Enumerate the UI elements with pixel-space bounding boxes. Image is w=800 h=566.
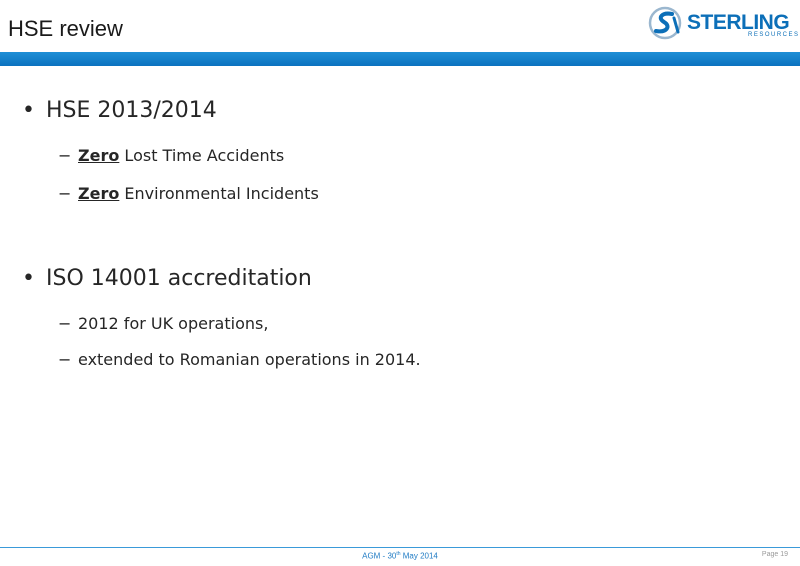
emphasis-text: Zero — [78, 184, 120, 203]
page-number: Page 19 — [761, 551, 788, 558]
sub-item-rest: Environmental Incidents — [119, 184, 319, 203]
bullet-text: HSE 2013/2014 — [46, 98, 217, 123]
title-bar — [0, 0, 800, 52]
bullet-icon: • — [22, 266, 35, 291]
header-band — [0, 52, 800, 66]
sub-item-text — [78, 146, 284, 165]
slide-title: HSE review — [8, 16, 123, 41]
dash-icon: − — [58, 350, 72, 369]
dash-icon: − — [58, 146, 72, 165]
footer-date-suffix: May 2014 — [400, 551, 438, 561]
footer-date-sup: th — [396, 551, 401, 557]
footer-meeting-date — [0, 551, 800, 561]
bullet-text: ISO 14001 accreditation — [46, 266, 312, 291]
footer-date-prefix: AGM - 30 — [362, 551, 397, 561]
dash-icon: − — [58, 184, 72, 203]
company-logo — [648, 6, 798, 40]
sub-item-text — [78, 184, 319, 203]
bullet-icon: • — [22, 98, 35, 123]
dash-icon: − — [58, 314, 72, 333]
emphasis-text: Zero — [78, 146, 120, 165]
logo-emblem-icon — [648, 6, 688, 40]
footer-divider — [0, 547, 800, 548]
sub-item-text: 2012 for UK operations, — [78, 314, 269, 333]
sub-item-rest: Lost Time Accidents — [119, 146, 285, 165]
sub-item-text: extended to Romanian operations in 2014. — [78, 350, 421, 369]
logo-wordmark: STERLING — [687, 11, 790, 34]
logo-subtext: RESOURCES — [748, 32, 800, 38]
